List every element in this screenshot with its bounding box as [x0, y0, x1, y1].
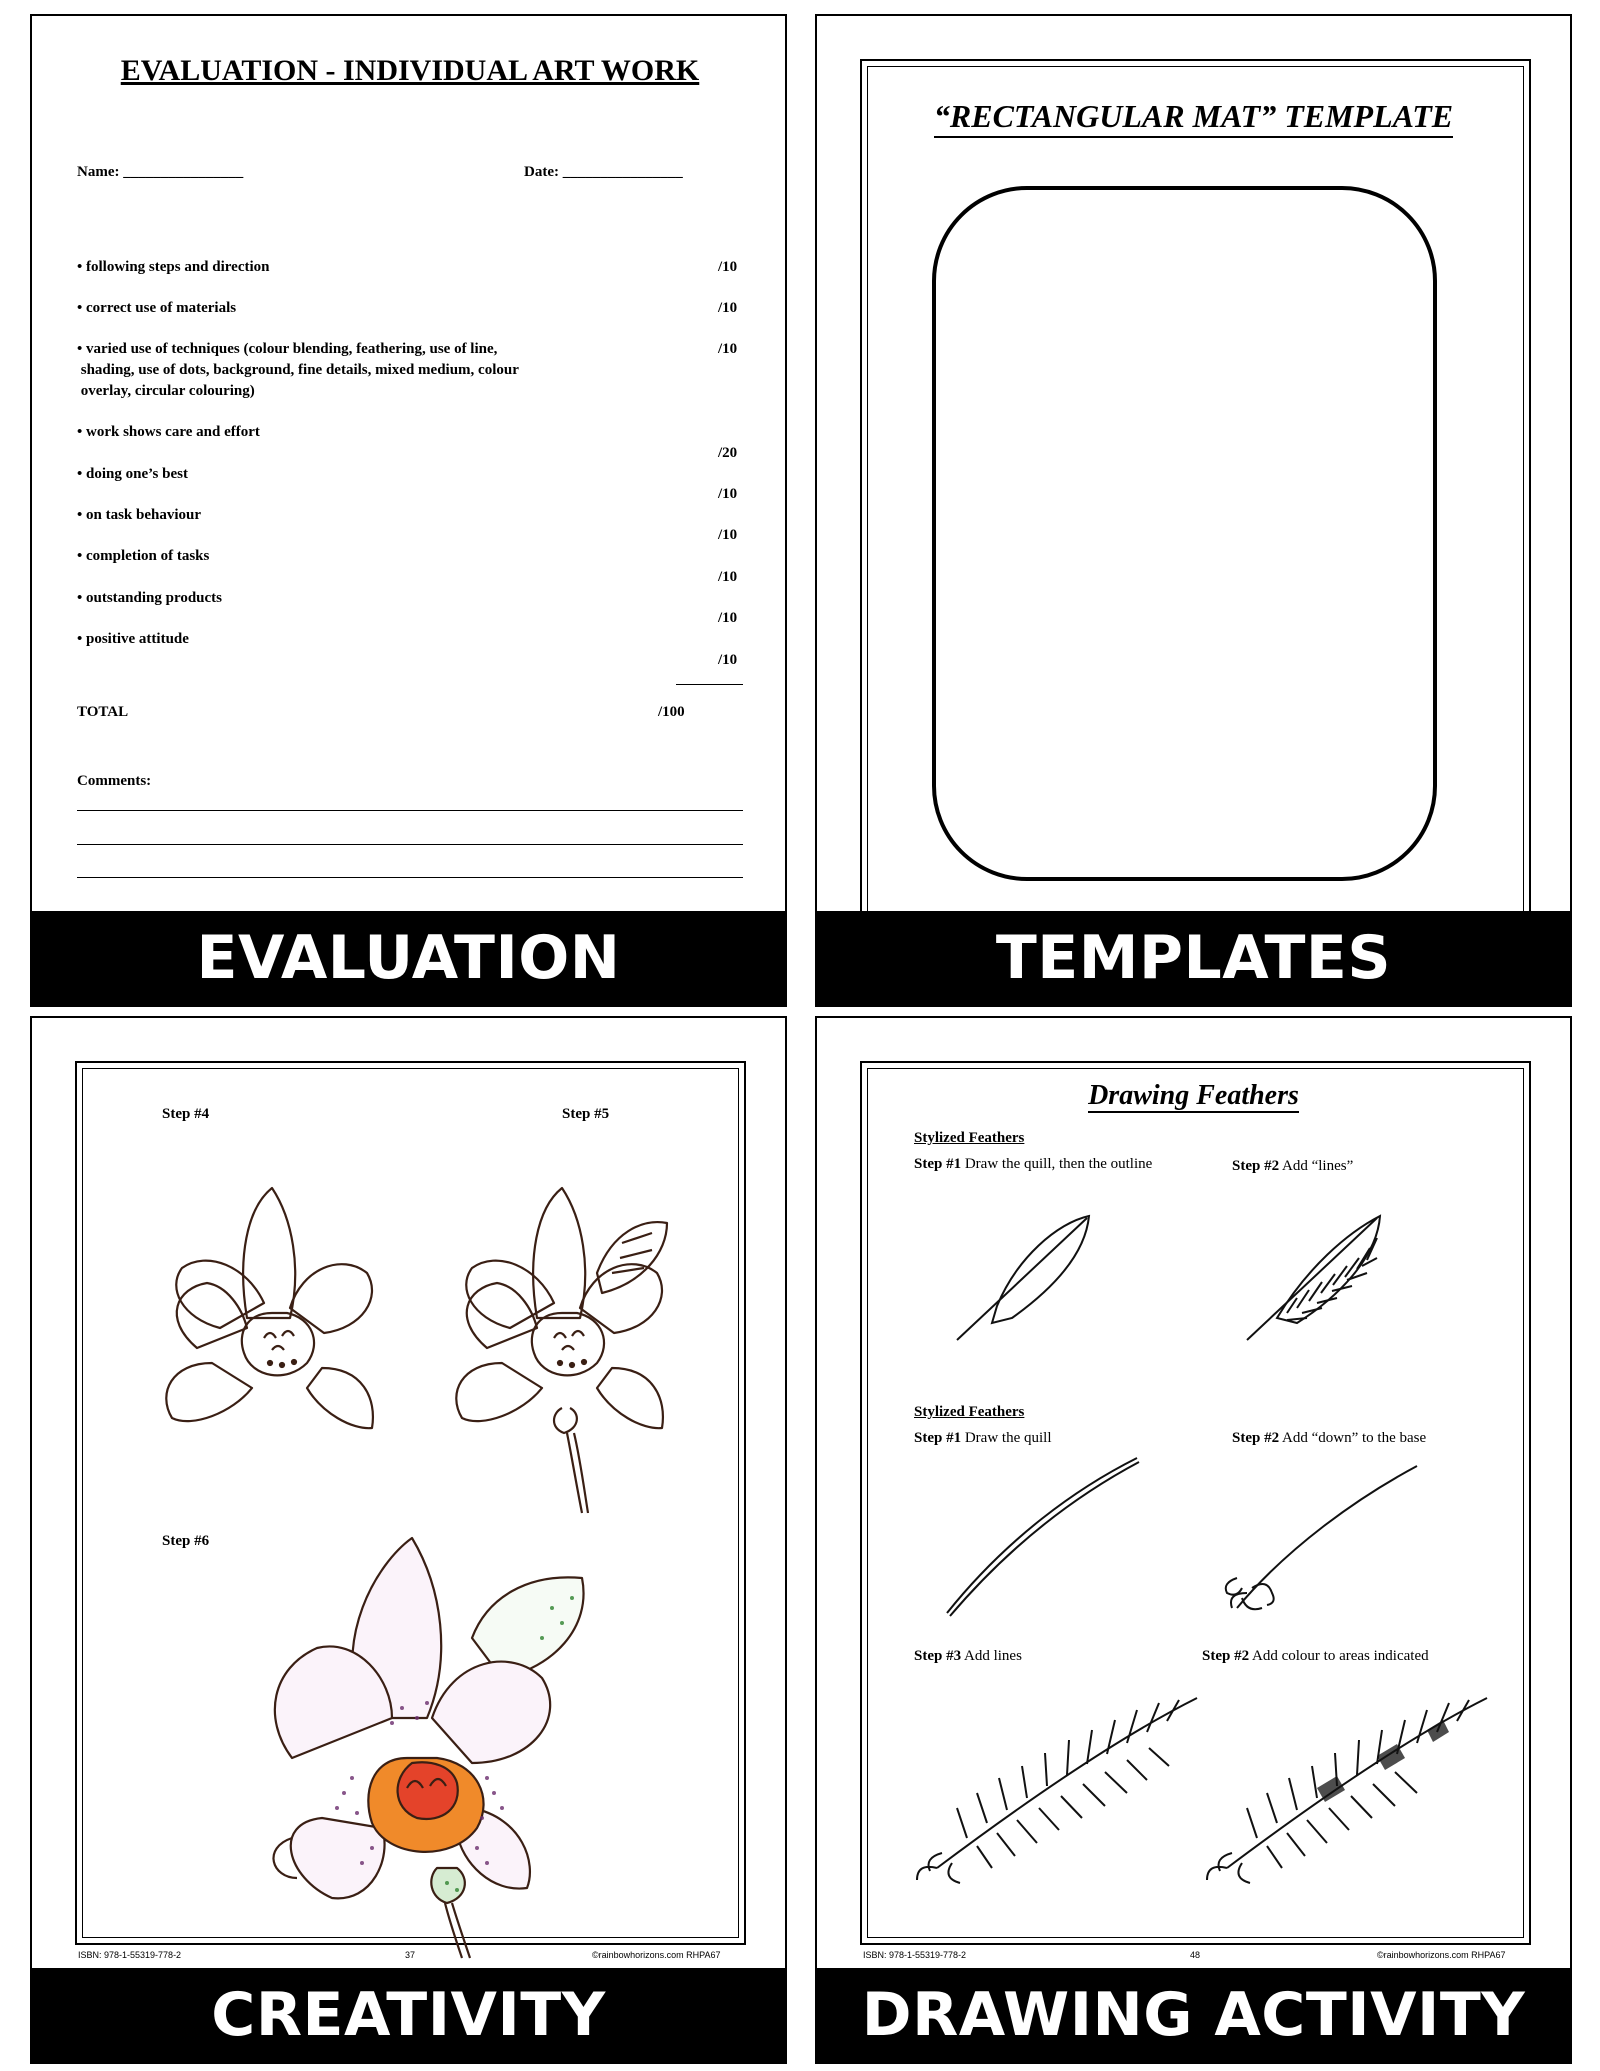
evaluation-title: EVALUATION - INDIVIDUAL ART WORK	[120, 54, 700, 87]
evaluation-panel	[30, 14, 787, 1007]
feathers-title-text: Drawing Feathers	[1088, 1080, 1299, 1111]
drawing-activity-banner: DRAWING ACTIVITY	[817, 1968, 1570, 2062]
criterion-score: /10	[718, 569, 738, 585]
criterion-text: • doing one’s best	[77, 466, 188, 482]
site-credit: ©rainbowhorizons.com RHPA67	[592, 1950, 721, 1960]
orchid-step5	[456, 1188, 667, 1513]
step-number: Step #1	[914, 1156, 962, 1172]
isbn-text: ISBN: 978-1-55319-778-2	[863, 1950, 967, 1960]
orchid-step4	[166, 1188, 373, 1428]
criterion-score: /10	[718, 610, 738, 626]
comment-line	[77, 877, 743, 878]
date-field-label: Date: ________________	[524, 164, 683, 180]
orchid-step6	[273, 1538, 583, 1958]
creativity-page	[32, 1018, 785, 1968]
step-4-label: Step #4	[162, 1106, 210, 1122]
step-number: Step #1	[914, 1430, 962, 1446]
total-score: /100	[658, 704, 685, 720]
step-text: Add colour to areas indicated	[1249, 1648, 1429, 1664]
creativity-panel	[30, 1016, 787, 2064]
drawing-page	[817, 1018, 1570, 1968]
template-title	[817, 98, 1570, 135]
site-credit: ©rainbowhorizons.com RHPA67	[1377, 1950, 1506, 1960]
name-field-label: Name: ________________	[77, 164, 244, 180]
step-text: Draw the quill	[961, 1430, 1052, 1446]
orchid-drawings	[32, 1018, 785, 1968]
criterion-score: /10	[718, 341, 738, 357]
criterion-text: • work shows care and effort	[77, 424, 260, 440]
step-number: Step #3	[914, 1648, 962, 1664]
criterion-text: • outstanding products	[77, 590, 223, 606]
step-text: Add “down” to the base	[1279, 1430, 1427, 1446]
subheading: Stylized Feathers	[914, 1404, 1025, 1420]
step-6-label: Step #6	[162, 1533, 210, 1549]
step-5-label: Step #5	[562, 1106, 610, 1122]
creativity-banner: CREATIVITY	[32, 1968, 785, 2062]
evaluation-page	[32, 16, 785, 911]
templates-page	[817, 16, 1570, 911]
criterion-score: /20	[718, 445, 738, 461]
criterion-text: • following steps and direction	[77, 259, 270, 275]
page-number: 48	[1190, 1950, 1201, 1960]
templates-panel	[815, 14, 1572, 1007]
comment-line	[77, 810, 743, 811]
step-number: Step #2	[1202, 1648, 1250, 1664]
comment-line	[77, 844, 743, 845]
page-number: 37	[405, 1950, 416, 1960]
total-label: TOTAL	[77, 704, 129, 720]
feather-lines-added	[917, 1698, 1197, 1883]
criterion-score: /10	[718, 300, 738, 316]
step-text: Add “lines”	[1279, 1158, 1354, 1174]
evaluation-banner: EVALUATION	[32, 911, 785, 1005]
template-title-text: “RECTANGULAR MAT” TEMPLATE	[934, 98, 1453, 138]
criterion-score: /10	[718, 486, 738, 502]
drawing-panel	[815, 1016, 1572, 2064]
feather-lined	[1247, 1216, 1380, 1340]
criterion-score: /10	[718, 259, 738, 275]
criterion-text: • positive attitude	[77, 631, 189, 647]
criterion-text: • correct use of materials	[77, 300, 237, 316]
criterion-score: /10	[718, 527, 738, 543]
feather-quill	[947, 1458, 1139, 1616]
isbn-text: ISBN: 978-1-55319-778-2	[78, 1950, 182, 1960]
criterion-text: • on task behaviour	[77, 507, 202, 523]
criterion-text: • completion of tasks	[77, 548, 210, 564]
criterion-text: overlay, circular colouring)	[77, 383, 255, 399]
total-rule	[676, 684, 743, 685]
criterion-text: • varied use of techniques (colour blending, feathering, use of line,	[77, 341, 498, 357]
step-text: Add lines	[961, 1648, 1022, 1664]
feather-drawings	[817, 1018, 1570, 1968]
step-number: Step #2	[1232, 1430, 1280, 1446]
subheading: Stylized Feathers	[914, 1130, 1025, 1146]
criterion-text: shading, use of dots, background, fine details, mixed medium, colour	[77, 362, 519, 378]
step-text: Draw the quill, then the outline	[961, 1156, 1153, 1172]
feather-outline	[957, 1216, 1089, 1340]
rectangular-mat-outline	[932, 186, 1437, 881]
criterion-score: /10	[718, 652, 738, 668]
feather-down	[1226, 1466, 1417, 1609]
comments-label: Comments:	[77, 773, 152, 789]
step-number: Step #2	[1232, 1158, 1280, 1174]
templates-banner: TEMPLATES	[817, 911, 1570, 1005]
